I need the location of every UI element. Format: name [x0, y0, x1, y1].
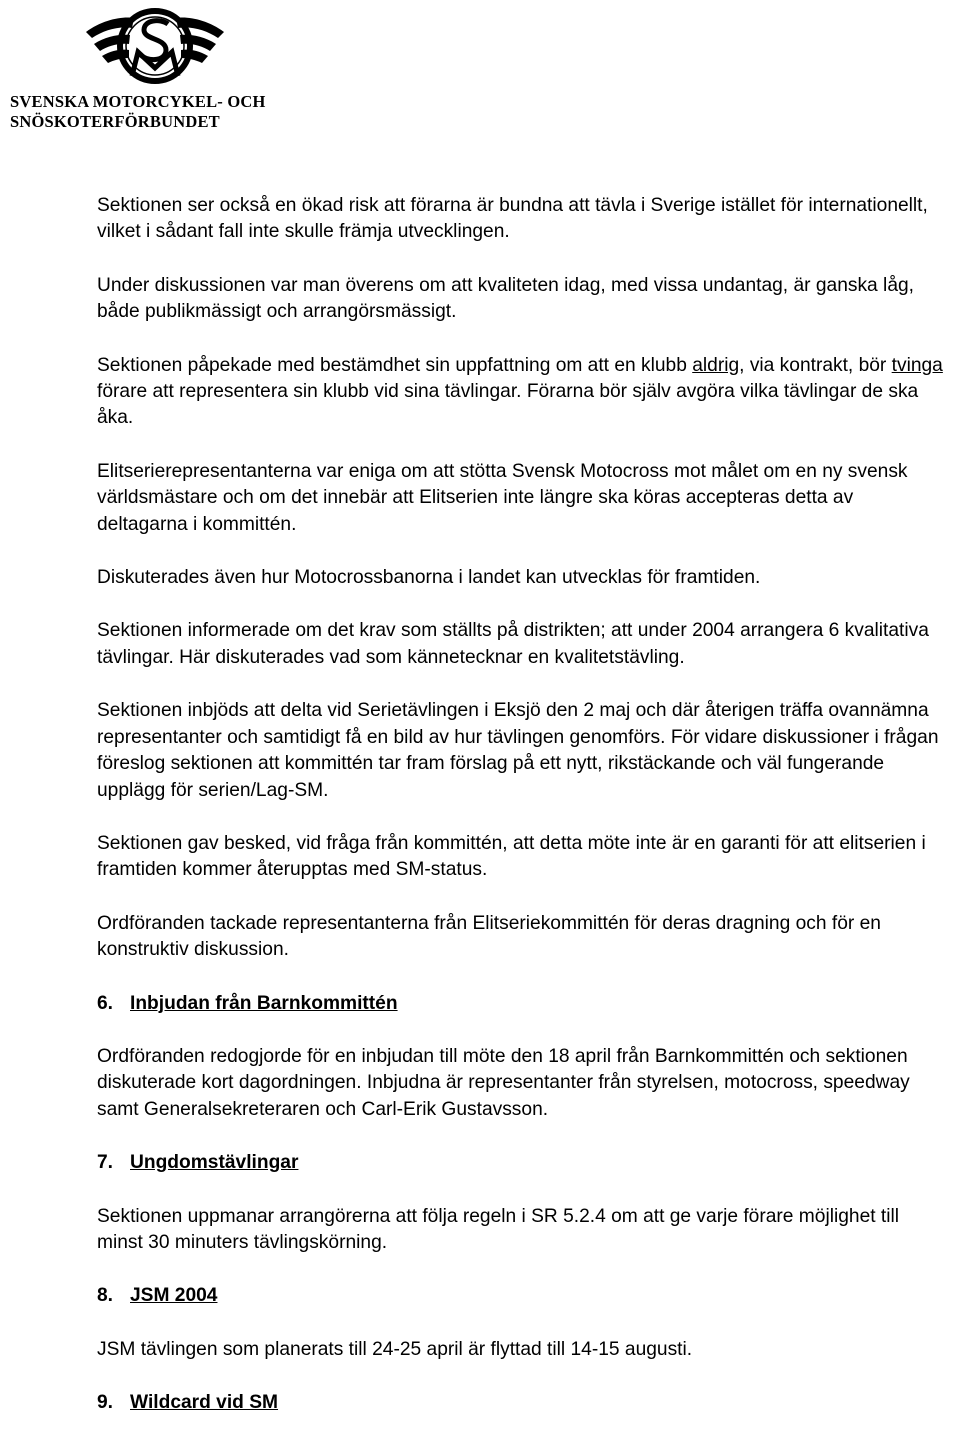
- section-number: 8.: [97, 1285, 114, 1307]
- paragraph-text: , via kontrakt, bör: [739, 354, 892, 376]
- paragraph-text: förare att representera sin klubb vid sina tävlingar. Förarna bör själv avgöra vilka tävlingar de ska åka.: [97, 381, 919, 429]
- paragraph-text: Sektionen påpekade med bestämdhet sin uppfattning om att en klubb: [97, 354, 693, 376]
- section-body: Sektionen uppmanar arrangörerna att följa regeln i SR 5.2.4 om att ge varje förare möjlighet till minst 30 minuters tävlingskörning.: [97, 1205, 900, 1253]
- section-title: JSM 2004: [130, 1285, 218, 1307]
- section-number: 7.: [97, 1152, 114, 1174]
- section-body: Ordföranden redogjorde för en inbjudan till möte den 18 april från Barnkommittén och sektionen diskuterade kort dagordningen. Inbjudna är representanter från styrelsen, motocross, speedway samt Generalsekreteraren och Carl-Erik Gustavsson.: [97, 1045, 910, 1120]
- underlined-word: tvinga: [891, 354, 943, 376]
- paragraph: Sektionen gav besked, vid fråga från kommittén, att detta möte inte är en garanti för att elitserien i framtiden kommer återupptas med SM-status.: [97, 832, 926, 881]
- section-heading: [97, 1150, 947, 1176]
- svemo-logo-icon: [82, 4, 228, 90]
- section-title: Wildcard vid SM: [130, 1392, 279, 1414]
- paragraph: Under diskussionen var man överens om att kvaliteten idag, med vissa undantag, är ganska låg, både publikmässigt och arrangörsmässigt.: [97, 274, 914, 323]
- section-heading: [97, 991, 947, 1017]
- section-title: Ungdomstävlingar: [130, 1152, 299, 1174]
- organization-name: [10, 92, 310, 132]
- section-title: Inbjudan från Barnkommittén: [130, 992, 398, 1014]
- paragraph: Ordföranden tackade representanterna från Elitseriekommittén för deras dragning och för en konstruktiv diskussion.: [97, 912, 881, 961]
- org-name-line-2: SNÖSKOTERFÖRBUNDET: [10, 112, 220, 131]
- section-number: 9.: [97, 1392, 114, 1414]
- paragraph: [97, 353, 947, 432]
- header-logo-block: [10, 4, 300, 136]
- paragraph: Sektionen ser också en ökad risk att förarna är bundna att tävla i Sverige istället för internationellt, vilket i sådant fall inte skulle främja utvecklingen.: [97, 195, 928, 243]
- section-heading: [97, 1283, 947, 1309]
- paragraph: Sektionen inbjöds att delta vid Serietävlingen i Eksjö den 2 maj och där återigen träffa ovannämna representanter och samtidigt få en bild av hur tävlingen genomförs. För vidare diskussioner i frågan föreslog sektionen att kommittén tar fram förslag på ett nytt, rikstäckande och väl fungerande upplägg för serien/Lag-SM.: [97, 700, 939, 801]
- paragraph: Elitserierepresentanterna var eniga om att stötta Svensk Motocross mot målet om en ny svensk världsmästare och om det innebär att Elitserien inte längre ska köras accepteras detta av deltagarna i kommittén.: [97, 460, 908, 535]
- underlined-word: aldrig: [692, 354, 740, 376]
- section-heading: [97, 1390, 947, 1416]
- document-body: [97, 193, 947, 1417]
- section-number: 6.: [97, 992, 114, 1014]
- paragraph: Sektionen informerade om det krav som ställts på distrikten; att under 2004 arrangera 6 kvalitativa tävlingar. Här diskuterades vad som kännetecknar en kvalitetstävling.: [97, 620, 929, 668]
- paragraph: Diskuterades även hur Motocrossbanorna i landet kan utvecklas för framtiden.: [97, 567, 761, 589]
- org-name-line-1: SVENSKA MOTORCYKEL- OCH: [10, 92, 266, 111]
- section-body: JSM tävlingen som planerats till 24-25 april är flyttad till 14-15 augusti.: [97, 1338, 693, 1360]
